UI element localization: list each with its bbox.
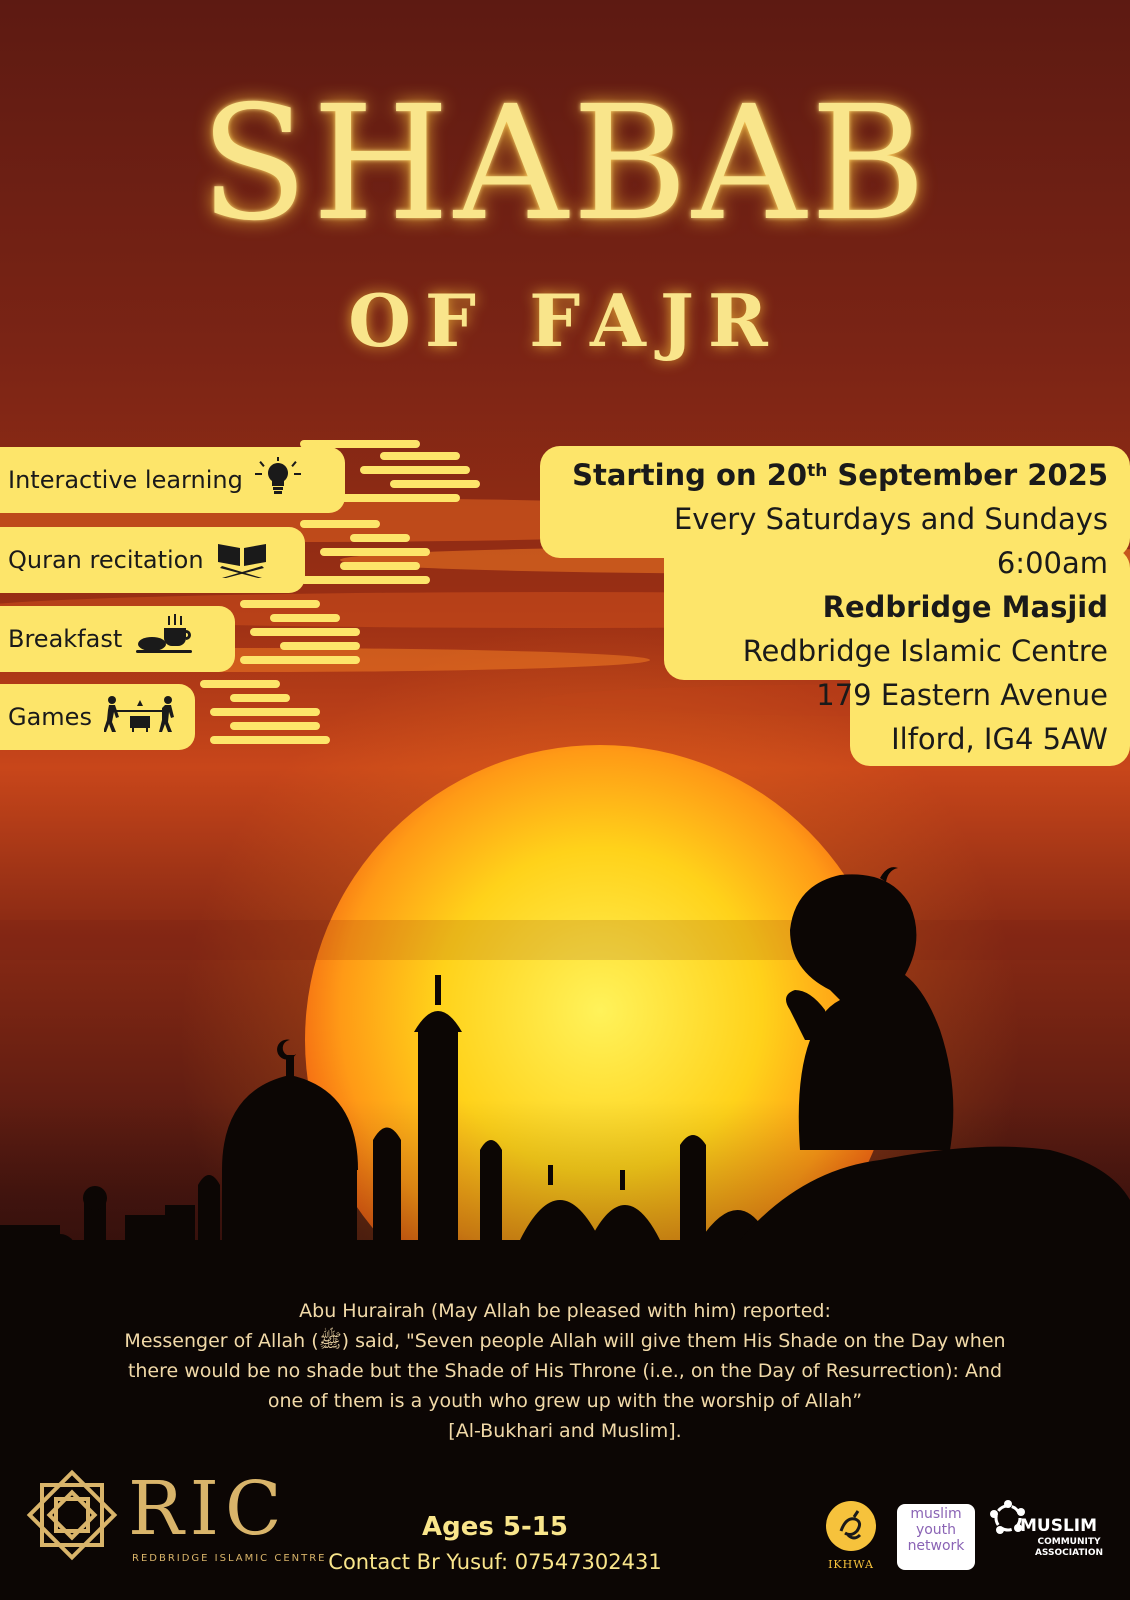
myn-line: youth [915, 1522, 957, 1538]
venue-line1: Redbridge Islamic Centre [742, 634, 1108, 668]
lightbulb-icon [255, 457, 301, 503]
event-title: SHABAB [199, 72, 931, 256]
hadith-line: Abu Hurairah (May Allah be pleased with him) reported: [299, 1300, 831, 1322]
venue-name: Redbridge Masjid [822, 590, 1108, 624]
feature-interactive-learning [0, 447, 345, 513]
feature-label: Breakfast [8, 625, 123, 653]
venue-line2: 179 Eastern Avenue [816, 678, 1108, 712]
muslim-youth-network-logo [897, 1504, 975, 1570]
hadith-line: one of them is a youth who grew up with the worship of Allah” [267, 1390, 863, 1412]
myn-line: network [907, 1538, 965, 1554]
feature-label: Games [8, 703, 92, 731]
mca-logo-line [1024, 1537, 1114, 1559]
start-date: Starting on 20th September 2025 [572, 458, 1108, 492]
hadith-source: [Al-Bukhari and Muslim]. [448, 1420, 682, 1442]
feature-quran-recitation [0, 527, 305, 593]
ric-logo-letters: RIC [128, 1466, 288, 1552]
ric-logo-name: REDBRIDGE ISLAMIC CENTRE [132, 1553, 327, 1564]
feature-games [0, 684, 195, 750]
mca-line: ASSOCIATION [1034, 1548, 1104, 1558]
feature-label: Interactive learning [8, 466, 243, 494]
feature-breakfast [0, 606, 235, 672]
schedule-time: 6:00am [996, 546, 1108, 580]
mca-logo-title: MUSLIM [1020, 1516, 1098, 1536]
event-details [572, 453, 1108, 761]
age-range: Ages 5-15 [422, 1512, 568, 1542]
mca-line: COMMUNITY [1037, 1537, 1101, 1547]
games-icon [104, 694, 176, 740]
feature-label: Quran recitation [8, 546, 204, 574]
ikhwa-logo-icon [826, 1501, 876, 1551]
ikhwa-logo-text: IKHWA [828, 1558, 874, 1571]
schedule-days: Every Saturdays and Sundays [673, 502, 1108, 536]
hadith-line: Messenger of Allah (ﷺ) said, "Seven people Allah will give them His Shade on the Day when [124, 1330, 1006, 1352]
myn-line: muslim [910, 1506, 962, 1522]
venue-line3: Ilford, IG4 5AW [891, 722, 1108, 756]
hadith-line: there would be no shade but the Shade of His Throne (i.e., on the Day of Resurrection): And [127, 1360, 1003, 1382]
hadith-quote [60, 1296, 1070, 1446]
event-subtitle: OF FAJR [348, 278, 782, 363]
contact-info: Contact Br Yusuf: 07547302431 [328, 1550, 662, 1574]
quran-icon [216, 536, 268, 584]
breakfast-icon [134, 614, 194, 664]
